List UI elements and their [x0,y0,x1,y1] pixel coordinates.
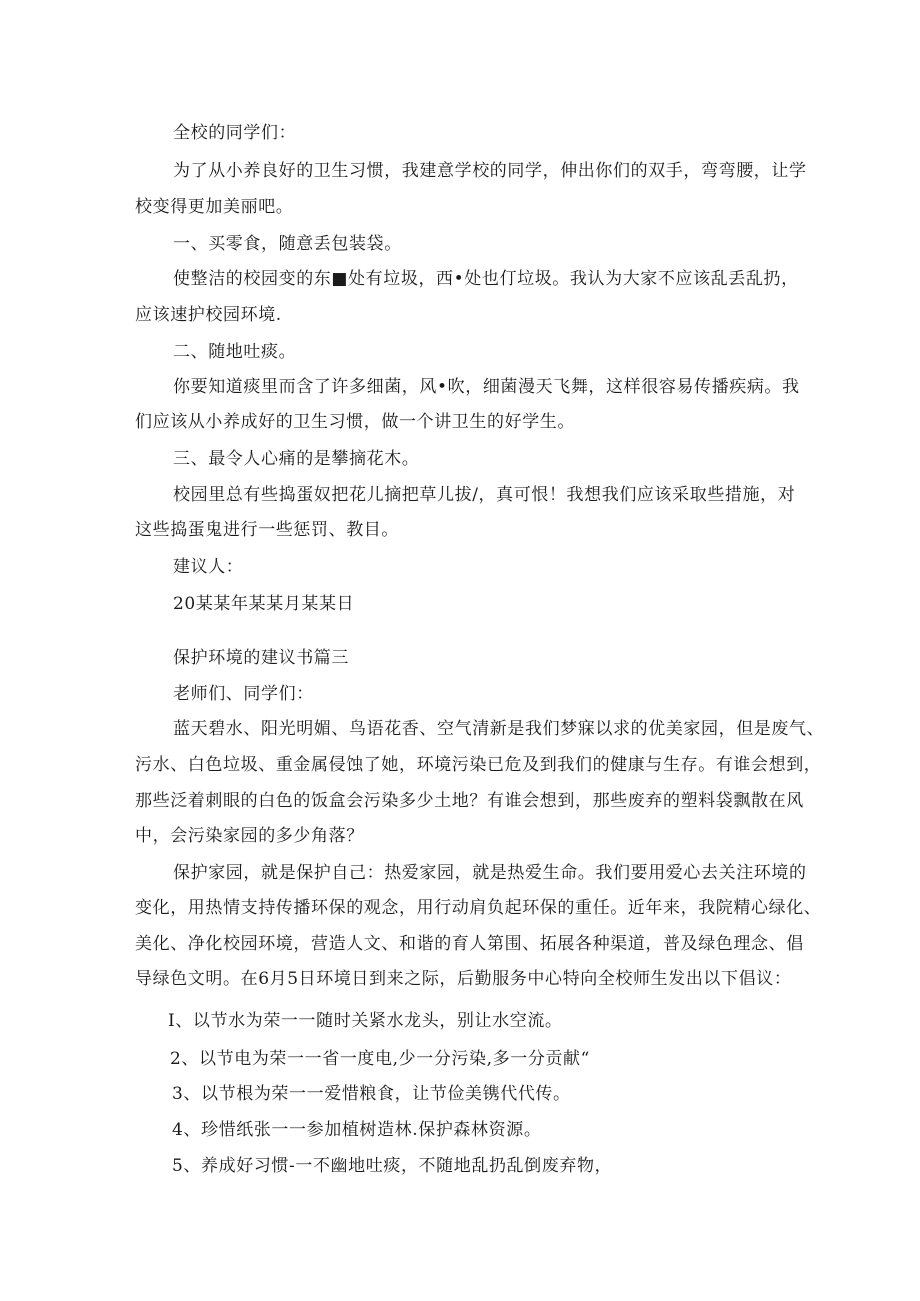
para-2-line-2: 变化，用热情支持传播环保的观念，用行动肩负起环保的重任。近年来，我院精心绿化、 [135,898,822,918]
list-item: 4、珍惜纸张一一参加植树造林.保护森林资源。 [172,1120,542,1140]
intro-line-1: 为了从小养良好的卫生习惯，我建意学校的同学，伸出你们的双手，弯弯腰，让学 [173,161,807,181]
list-item: 2、以节电为荣一一省一度电,少一分污染,多一分贡献“ [170,1049,590,1069]
intro-line-2: 校变得更加美丽吧。 [135,197,294,217]
para-1-line-1: 蓝天碧水、阳光明媚、鸟语花香、空气清新是我们梦寐以求的优美家园，但是废气、 [173,719,825,739]
item-3-title: 三、最令人心痛的是攀摘花木。 [173,449,420,469]
item-2-body-line-1: 你要知道痰里而含了许多细菌，风•吹，细菌漫天飞舞，这样很容易传播疾病。我 [173,377,800,397]
para-1-line-3: 那些泛着刺眼的白色的饭盒会污染多少土地？有谁会想到，那些废弃的塑料袋飘散在风 [135,791,804,811]
item-2-title: 二、随地吐痰。 [173,342,297,362]
section-heading: 保护环境的建议书篇三 [173,648,349,668]
item-3-body-line-1: 校园里总有些捣蛋奴把花儿摘把草儿拔/，真可恨！我想我们应该采取些措施，对 [173,485,796,505]
para-1-line-2: 污水、白色垃圾、重金属侵蚀了她，环境污染已危及到我们的健康与生存。有谁会想到， [135,755,822,775]
greeting: 全校的同学们： [173,123,297,143]
date: 20某某年某某月某某日 [173,594,355,614]
signer-label: 建议人： [173,557,244,577]
para-2-line-4: 导绿色文明。在6月5日环境日到来之际，后勤服务中心特向全校师生发出以下倡议： [135,969,792,989]
list-item: 5、养成好习惯-一不幽地吐痰，不随地乱扔乱倒废弃物， [172,1156,613,1176]
item-1-title: 一、买零食，随意丢包装袋。 [173,234,402,254]
para-1-line-4: 中，会污染家园的多少角落？ [135,826,364,846]
para-2-line-1: 保护家园，就是保护自己：热爱家园，就是热爱生命。我们要用爱心去关注环境的 [173,863,807,883]
list-item: 3、以节根为荣一一爱惜粮食，让节俭美镌代代传。 [172,1084,571,1104]
item-1-body-line-1: 使整洁的校园变的东■处有垃圾，西•处也仃垃圾。我认为大家不应该乱丢乱扔， [173,269,799,289]
item-1-body-line-2: 应该速护校园环境. [135,305,282,325]
item-3-body-line-2: 这些捣蛋鬼进行一些惩罚、教目。 [135,520,399,540]
item-2-body-line-2: 们应该从小养成好的卫生习惯，做一个讲卫生的好学生。 [135,412,575,432]
para-2-line-3: 美化、净化校园环境，营造人文、和谐的育人第围、拓展各种渠道，普及绿色理念、倡 [135,934,804,954]
greeting-2: 老师们、同学们： [173,684,314,704]
list-item: I、以节水为荣一一随时关紧水龙头，别让水空流。 [168,1011,563,1031]
